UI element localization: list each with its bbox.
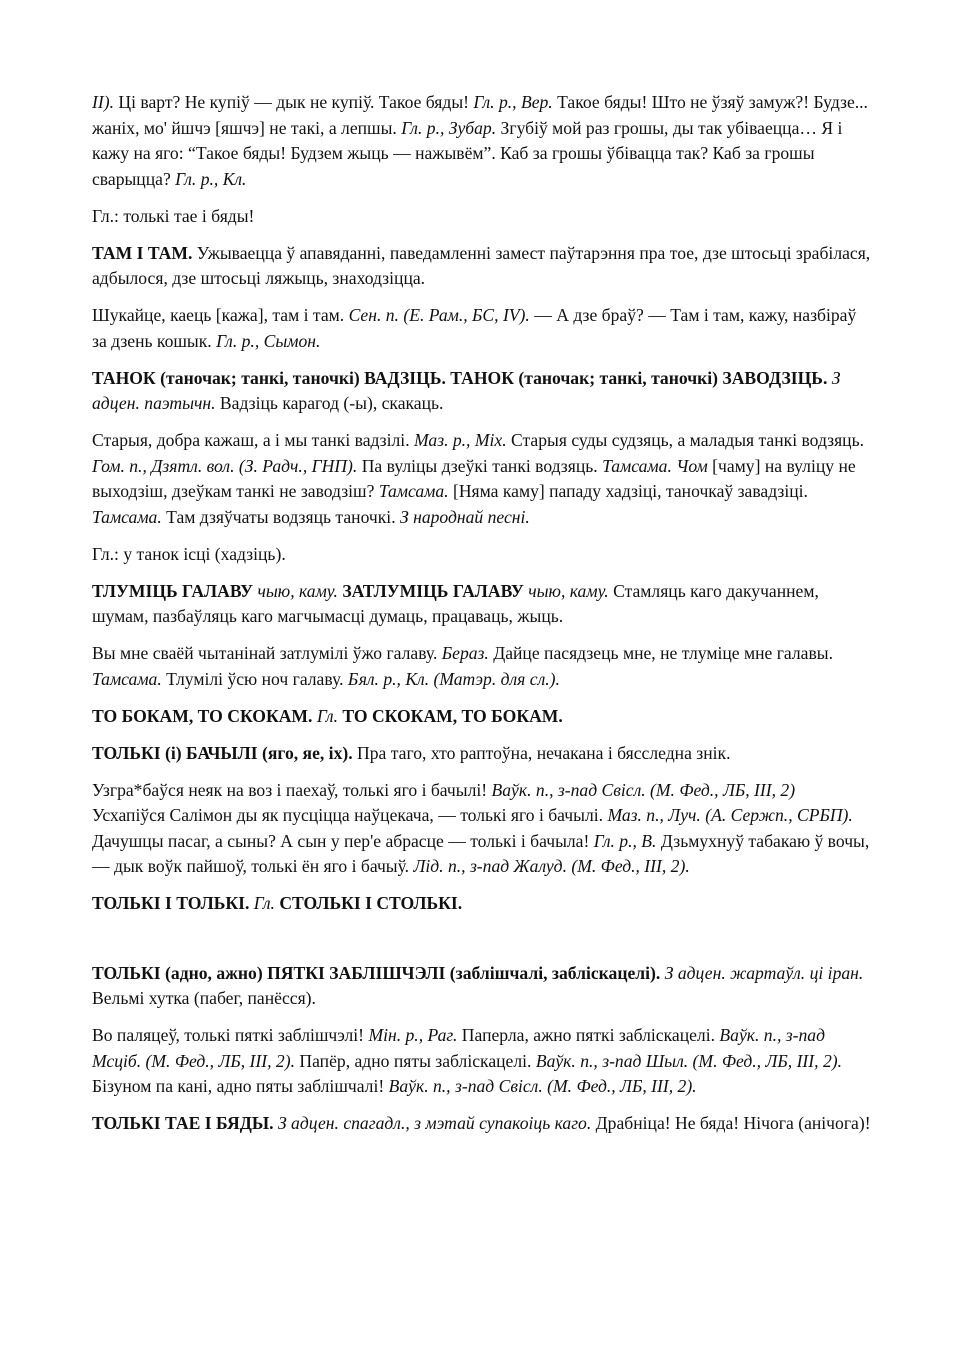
paragraph bbox=[92, 1111, 872, 1137]
source-reference: чыю, каму. bbox=[528, 580, 609, 601]
text-run: Усхапіўся Салімон ды як пусціцца наўцекача, — толькі яго і бачылі. bbox=[92, 805, 608, 825]
text-run: Во паляцеў, толькі пяткі заблішчэлі! bbox=[92, 1025, 369, 1045]
text-run: Ці варт? Не купіў — дык не купіў. Такое бяды! bbox=[113, 92, 474, 112]
text-run: Старыя, добра кажаш, а і мы танкі вадзілі. bbox=[92, 430, 414, 450]
source-reference: Тамсама. bbox=[92, 506, 162, 527]
paragraph bbox=[92, 741, 872, 767]
source-reference: Тамсама. Чом bbox=[602, 455, 708, 476]
source-reference: Гом. п., Дзятл. вол. (З. Радч., ГНП). bbox=[92, 455, 358, 476]
paragraph bbox=[92, 891, 872, 917]
source-reference: З народнай песні. bbox=[400, 506, 530, 527]
text-run: Згубіў мой раз грошы, ды так убіваецца… Я і кажу на яго: “Такое бяды! Будзем жыць — нажывём”. Каб за грошы ўбівацца так? Каб за грошы сварыцца? bbox=[92, 117, 843, 189]
source-reference: Бял. р., Кл. (Матэр. для сл.). bbox=[347, 668, 560, 689]
text-run: Папёр, адно пяты забліскацелі. bbox=[295, 1050, 536, 1071]
paragraph bbox=[92, 90, 872, 192]
text-run: [чаму] на вуліцу не выходзіш, дзеўкам танкі не заводзіш? bbox=[92, 455, 856, 501]
paragraph bbox=[92, 961, 872, 1012]
source-reference: Гл. bbox=[253, 893, 275, 913]
headword: ТО СКОКАМ, ТО БОКАМ. bbox=[342, 705, 563, 726]
headword: ТО БОКАМ, ТО СКОКАМ. bbox=[92, 705, 313, 726]
text-run: Вельмі хутка (пабег, панёсся). bbox=[92, 988, 316, 1008]
source-reference: Гл. р., Кл. bbox=[175, 168, 247, 189]
source-reference: З адцен. паэтычн. bbox=[92, 367, 841, 413]
source-reference: Лід. п., з-пад Жалуд. (М. Фед., III, 2). bbox=[413, 856, 690, 876]
source-reference: Гл. р., Вер. bbox=[473, 92, 553, 112]
source-reference: Ваўк. п., з-пад Свісл. (М. Фед., ЛБ, III, 2). bbox=[388, 1076, 697, 1096]
source-reference: Ваўк. п., з-пад Свісл. (М. Фед., ЛБ, III, 2) bbox=[491, 779, 796, 800]
text-run: Гл.: толькі тае і бяды! bbox=[92, 205, 255, 226]
paragraph bbox=[92, 428, 872, 530]
source-reference: Гл. bbox=[316, 705, 338, 726]
paragraph bbox=[92, 241, 872, 292]
text-run: Дачушцы пасаг, а сыны? А сын у пер'е абрасце — толькі і бачыла! bbox=[92, 830, 594, 851]
text-run: Тлумілі ўсю ноч галаву. bbox=[161, 668, 348, 689]
paragraph bbox=[92, 579, 872, 630]
source-reference: Маз. п., Луч. (А. Сержп., СРБП). bbox=[607, 805, 853, 825]
headword: ТОЛЬКІ ТАЕ І БЯДЫ. bbox=[92, 1113, 274, 1133]
paragraph bbox=[92, 366, 872, 417]
source-reference: Ваўк. п., з-пад Мсціб. (М. Фед., ЛБ, III, 2). bbox=[92, 1025, 825, 1071]
headword: ТОЛЬКІ І ТОЛЬКІ. bbox=[92, 893, 250, 913]
text-run: Пра таго, хто раптоўна, нечакана і бясследна знік. bbox=[352, 742, 731, 763]
source-reference: З адцен. жартаўл. ці іран. bbox=[664, 962, 864, 983]
source-reference: Ваўк. п., з-пад Шыл. (М. Фед., ЛБ, III, 2). bbox=[535, 1050, 842, 1071]
source-reference: Мін. р., Раг. bbox=[368, 1025, 458, 1045]
text-run: Вадзіць карагод (-ы), скакаць. bbox=[215, 393, 444, 413]
text-run: [Няма каму] пападу хадзіці, таночкаў завадзіці. bbox=[448, 481, 808, 501]
text-run: Там дзяўчаты водзяць таночкі. bbox=[161, 506, 400, 527]
headword: ТОЛЬКІ (і) БАЧЫЛІ (яго, яе, іх). bbox=[92, 742, 353, 763]
text-run: Стамляць каго дакучаннем, шумам, пазбаўляць каго магчымасці думаць, працаваць, жыць. bbox=[92, 580, 819, 626]
text-run: Драбніца! Не бяда! Нічога (анічога)! bbox=[591, 1113, 871, 1133]
source-reference: II). bbox=[92, 92, 114, 112]
source-reference: Гл. р., Сымон. bbox=[216, 330, 321, 351]
source-reference: чыю, каму. bbox=[257, 580, 338, 601]
text-run: Па вуліцы дзеўкі танкі водзяць. bbox=[357, 455, 603, 476]
headword: СТОЛЬКІ І СТОЛЬКІ. bbox=[279, 893, 463, 913]
source-reference: Гл. р., В. bbox=[593, 830, 657, 851]
text-run: Старыя суды судзяць, а маладыя танкі водзяць. bbox=[506, 430, 864, 450]
paragraph bbox=[92, 641, 872, 692]
paragraph bbox=[92, 704, 872, 730]
text-run: Бізуном па кані, адно пяты заблішчалі! bbox=[92, 1076, 389, 1096]
headword: ТЛУМІЦЬ ГАЛАВУ bbox=[92, 580, 254, 601]
text-run: — А дзе браў? — Там і там, кажу, назбіраў за дзень кошык. bbox=[92, 305, 857, 351]
source-reference: Сен. п. (Е. Рам., БС, IV). bbox=[348, 305, 530, 325]
text-run: Дайце пасядзець мне, не тлуміце мне галавы. bbox=[488, 643, 834, 663]
document-page bbox=[92, 90, 872, 1148]
headword: ЗАТЛУМІЦЬ ГАЛАВУ bbox=[342, 580, 524, 601]
text-run: Дзьмухнуў табакаю ў вочы, — дык воўк пайшоў, толькі ён яго і бачыў. bbox=[92, 830, 870, 876]
text-run: Узгра*баўся неяк на воз і паехаў, толькі яго і бачылі! bbox=[92, 779, 492, 800]
text-run: Вы мне сваёй чытанінай затлумілі ўжо галаву. bbox=[92, 643, 442, 663]
text-run: Ужываецца ў апавяданні, паведамленні замест паўтарэння пра тое, дзе штосьці зрабілася, адбылося, дзе штосьці ляжыць, знаходзіцца. bbox=[92, 242, 871, 288]
source-reference: Маз. р., Міх. bbox=[414, 430, 507, 450]
paragraph bbox=[92, 542, 872, 568]
source-reference: Бераз. bbox=[441, 643, 489, 663]
headword: ТАНОК (таночак; танкі, таночкі) ВАДЗІЦЬ. ТАНОК (таночак; танкі, таночкі) ЗАВОДЗІЦЬ. bbox=[92, 367, 828, 388]
text-run: Такое бяды! Што не ўзяў замуж?! Будзе... жаніх, мо' йшчэ [яшчэ] не такі, а лепшы. bbox=[92, 92, 868, 138]
headword: ТОЛЬКІ (адно, ажно) ПЯТКІ ЗАБЛІШЧЭЛІ (заблішчалі, забліскацелі). bbox=[92, 962, 661, 983]
source-reference: Тамсама. bbox=[378, 481, 449, 501]
headword: ТАМ І ТАМ. bbox=[92, 242, 193, 263]
paragraph bbox=[92, 303, 872, 354]
source-reference: З адцен. спагадл., з мэтай супакоіць каго. bbox=[277, 1113, 592, 1133]
paragraph bbox=[92, 204, 872, 230]
text-run: Гл.: у танок ісці (хадзіць). bbox=[92, 543, 286, 564]
source-reference: Гл. р., Зубар. bbox=[401, 117, 497, 138]
text-run: Паперла, ажно пяткі забліскацелі. bbox=[457, 1025, 720, 1045]
paragraph bbox=[92, 1023, 872, 1100]
text-run: Шукайце, каець [кажа], там і там. bbox=[92, 305, 349, 325]
source-reference: Тамсама. bbox=[92, 668, 162, 689]
paragraph bbox=[92, 778, 872, 880]
